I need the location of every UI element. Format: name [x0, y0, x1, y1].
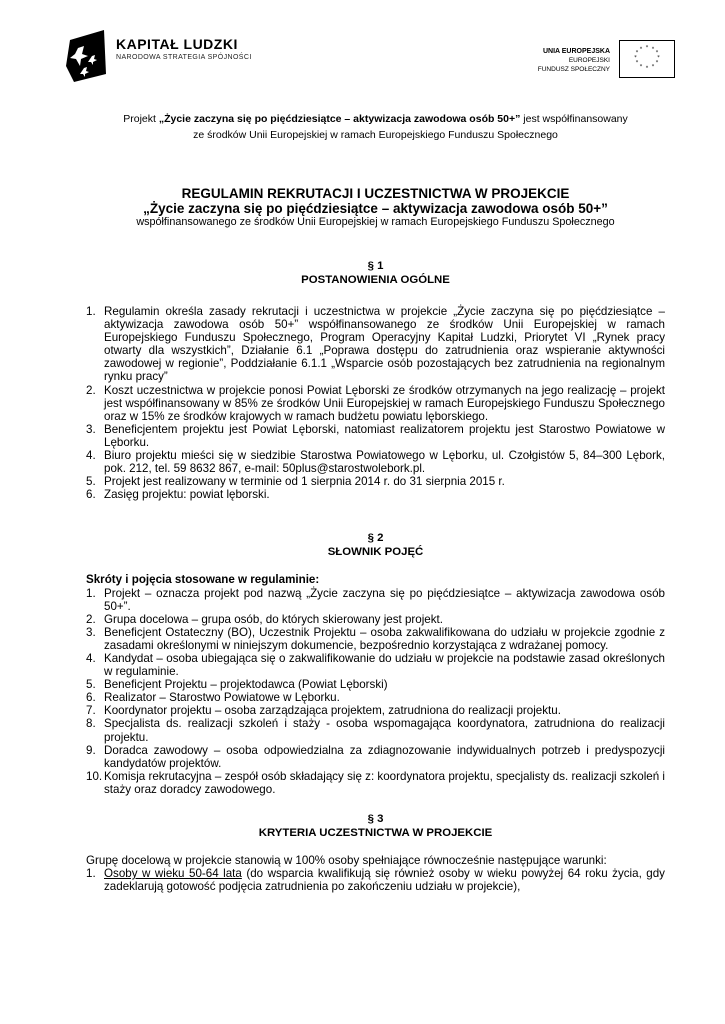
section-2-heading: SŁOWNIK POJĘĆ [327, 546, 424, 559]
list-item-text: Kandydat – osoba ubiegająca się o zakwalifikowanie do udziału w projekcie na podstawie zasad określonych w regulaminie. [104, 651, 665, 679]
list-item-number: 2. [86, 612, 96, 626]
intro-pre: Projekt [123, 113, 159, 125]
list-item-number: 2. [86, 383, 96, 397]
list-item [86, 423, 665, 449]
list-item-number: 6. [86, 691, 96, 705]
svg-text:*: * [635, 60, 639, 66]
list-item-number: 4. [86, 651, 96, 665]
list-item [86, 626, 665, 652]
list-item-number: 6. [86, 488, 96, 502]
section-1-mark: § 1 [367, 260, 384, 272]
list-item [86, 652, 665, 678]
list-item-number: 5. [86, 475, 96, 489]
list-item-number: 9. [86, 743, 96, 757]
section-3-lead: Grupę docelową w projekcie stanowią w 100% osoby spełniające równocześnie następujące warunki: [86, 854, 607, 867]
svg-text:*: * [651, 46, 655, 53]
list-item-number: 7. [86, 704, 96, 718]
list-item [86, 770, 665, 796]
kapital-ludzki-text [116, 36, 252, 61]
list-item [86, 305, 665, 384]
list-item-text: Koordynator projektu – osoba zarządzająca projektem, zatrudniona do realizacji projektu. [104, 704, 561, 718]
intro-line2: ze środków Unii Europejskiej w ramach Europejskiego Funduszu Społecznego [193, 129, 558, 141]
list-item-text: Beneficjentem projektu jest Powiat Lęborski, natomiast realizatorem projektu jest Starostwo Powiatowe w Lęborku. [104, 422, 665, 449]
svg-text:*: * [655, 50, 659, 56]
list-item [86, 384, 665, 423]
list-item-text: Koszt uczestnictwa w projekcie ponosi Powiat Lęborski ze środków otrzymanych na jego realizację – projekt jest współfinansowany w 85% ze środków Unii Europejskiej w ramach Europejskiego Funduszu Społecznego oraz w 15% ze środków krajowych w ramach budżetu powiatu lęborskiego. [104, 383, 665, 423]
ue-line1: UNIA EUROPEJSKA [542, 48, 610, 55]
svg-text:*: * [651, 64, 655, 70]
ue-line3: FUNDUSZ SPOŁECZNY [537, 66, 610, 73]
list-item-text: Beneficjent Ostateczny (BO), Uczestnik Projektu – osoba zakwalifikowana do udziału w projekcie zgodnie z zasadami określonymi w niniejszym dokumencie, bezpośrednio korzystająca z wdrażanej pomocy. [104, 625, 665, 652]
eu-flag-icon [619, 40, 675, 78]
section-2-header [86, 531, 665, 559]
svg-text:*: * [635, 50, 639, 56]
section-2-mark: § 2 [367, 532, 384, 545]
section-3-mark: § 3 [367, 813, 384, 825]
list-item-number: 5. [86, 678, 96, 692]
section-1-list [86, 305, 665, 501]
svg-text:*: * [639, 64, 643, 70]
list-item-text: Regulamin określa zasady rekrutacji i uczestnictwa w projekcie „Życie zaczyna się po pięćdziesiątce – aktywizacja zawodowa osób 50+” współfinansowanego ze środków Unii Europejskiej w ramach Europejskiego Funduszu Społecznego, Program Operacyjny Kapitał Ludzki, Priorytet VI „Rynek pracy otwarty dla wszystkich”, Działanie 6.1 „Poprawa dostępu do zatrudnienia oraz wspieranie aktywności zawodowej w regionie”, Poddziałanie 6.1.1 „Wsparcie osób pozostających bez zatrudnienia na regionalnym rynku pracy” [104, 305, 665, 384]
list-item-text: Grupa docelowa – grupa osób, do których skierowany jest projekt. [104, 612, 443, 626]
list-item-text: Projekt – oznacza projekt pod nazwą „Życie zaczyna się po pięćdziesiątce – aktywizacja zawodowa osób 50+”. [104, 586, 665, 613]
svg-text:*: * [645, 65, 649, 72]
svg-text:*: * [655, 60, 659, 66]
list-item-number: 1. [86, 305, 96, 318]
page-header [0, 0, 725, 100]
list-item [86, 488, 665, 501]
list-item-text: Doradca zawodowy – osoba odpowiedzialna za zdiagnozowanie indywidualnych potrzeb i predyspozycji kandydatów projektów. [104, 743, 665, 770]
section-2-lead: Skróty i pojęcia stosowane w regulaminie: [86, 573, 320, 587]
list-item [86, 587, 665, 613]
list-item-text: Realizator – Starostwo Powiatowe w Lęborku. [104, 691, 340, 705]
svg-text:*: * [639, 46, 643, 53]
kl-title: KAPITAŁ LUDZKI [116, 36, 238, 52]
title-line3: współfinansowanego ze środków Unii Europejskiej w ramach Europejskiego Funduszu Społecznego [136, 216, 615, 228]
kapital-ludzki-logo-icon [62, 28, 112, 84]
list-item [86, 744, 665, 770]
section-3-header [86, 812, 665, 840]
ue-text [538, 47, 610, 74]
list-item-underlined: Osoby w wieku 50-64 lata [104, 867, 242, 881]
svg-text:*: * [634, 55, 637, 61]
list-item-text: Beneficjent Projektu – projektodawca (Powiat Lęborski) [104, 678, 388, 692]
section-2-list [86, 587, 665, 797]
list-item [86, 691, 665, 704]
title-line2: „Życie zaczyna się po pięćdziesiątce – aktywizacja zawodowa osób 50+” [143, 201, 608, 216]
list-item-text: Projekt jest realizowany w terminie od 1 sierpnia 2014 r. do 31 sierpnia 2015 r. [104, 475, 505, 489]
list-item-text: Zasięg projektu: powiat lęborski. [104, 488, 270, 502]
document-title [86, 186, 665, 229]
section-1-header [86, 259, 665, 287]
section-3-heading: KRYTERIA UCZESTNICTWA W PROJEKCIE [258, 827, 493, 839]
list-item-text: Specjalista ds. realizacji szkoleń i staży - osoba wspomagająca koordynatora, zatrudniona do realizacji projektu. [104, 717, 665, 744]
list-item [86, 678, 665, 691]
list-item-number: 3. [86, 422, 96, 436]
kl-subtitle: NARODOWA STRATEGIA SPÓJNOŚCI [116, 54, 252, 61]
svg-text:*: * [657, 55, 660, 61]
list-item-text: Komisja rekrutacyjna – zespół osób składający się z: koordynatora projektu, specjalisty ds. realizacji szkoleń i staży oraz doradcy zawodowego. [104, 769, 665, 796]
list-item [86, 704, 665, 717]
list-item-number: 1. [86, 586, 96, 600]
section-3-list [86, 867, 665, 893]
section-1-heading: POSTANOWIENIA OGÓLNE [301, 274, 450, 286]
list-item [86, 449, 665, 475]
list-item-number: 3. [86, 625, 96, 639]
intro-post: jest współfinansowany [520, 113, 628, 125]
document-body [86, 111, 665, 893]
list-item [86, 475, 665, 488]
list-item-number: 1. [86, 867, 96, 881]
list-item [86, 613, 665, 626]
list-item [86, 717, 665, 743]
list-item-number: 10. [86, 769, 103, 783]
list-item-number: 8. [86, 717, 96, 731]
intro-project-name: „Życie zaczyna się po pięćdziesiątce – aktywizacja zawodowa osób 50+” [158, 113, 521, 125]
svg-text:*: * [645, 45, 649, 51]
list-item-text: Biuro projektu mieści się w siedzibie Starostwa Powiatowego w Lęborku, ul. Czołgistów 5, 84–300 Lębork, pok. 212, tel. 59 8632 867, e-mail: 50plus@starostwolebork.pl. [104, 449, 665, 476]
title-line1: REGULAMIN REKRUTACJI I UCZESTNICTWA W PROJEKCIE [181, 186, 570, 201]
list-item-text: (do wsparcia kwalifikują się również osoby w wieku powyżej 64 roku życia, gdy zadeklarują gotowość podjęcia zatrudnienia po zakończeniu udziału w projekcie), [104, 867, 665, 894]
list-item-number: 4. [86, 449, 96, 463]
ue-line2: EUROPEJSKI [568, 57, 610, 64]
list-item [86, 867, 665, 893]
intro [86, 111, 665, 143]
